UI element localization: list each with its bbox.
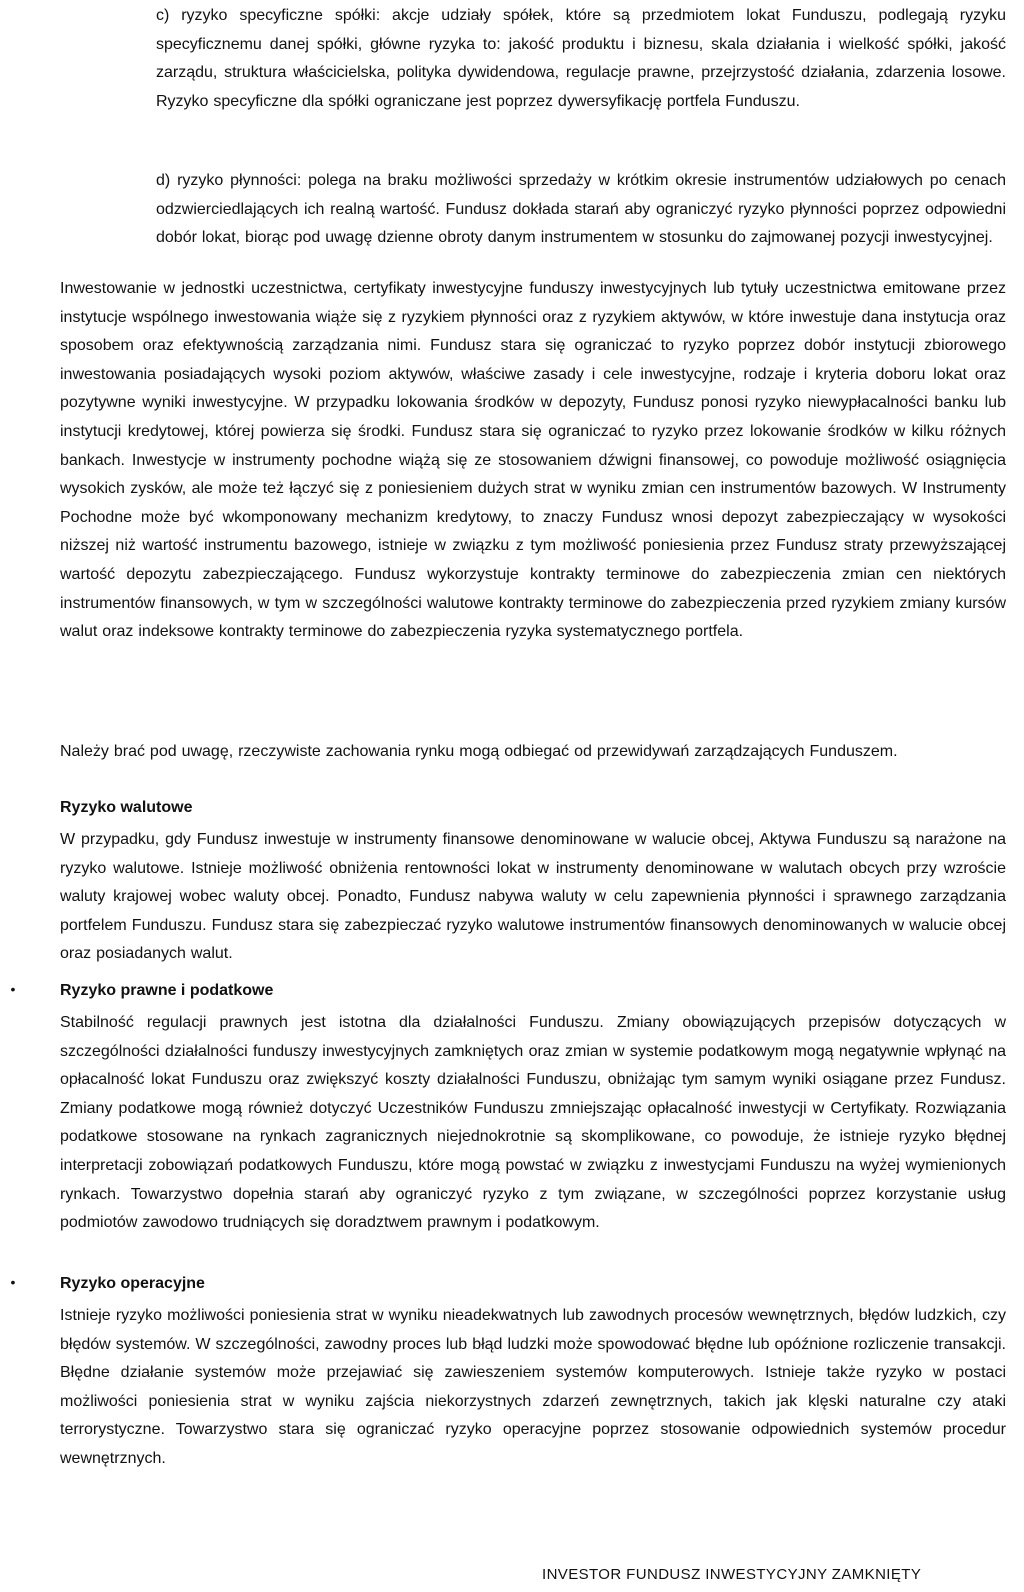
- paragraph-investing-risk: Inwestowanie w jednostki uczestnictwa, certyfikaty inwestycyjne funduszy inwestycyjnych lub tytuły uczestnictwa emitowane przez instytucje wspólnego inwestowania wiąże się z ryzykiem płynności oraz z ryzykiem aktywów, w które inwestuje dana instytucja oraz sposobem oraz efektywnością zarządzania nimi. Fundusz stara się ograniczać to ryzyko poprzez dobór instytucji zbiorowego inwestowania posiadających wysoki poziom aktywów, właściwe zasady i cele inwestycyjne, rodzaje i kryteria doboru lokat oraz pozytywne wyniki inwestycyjne. W przypadku lokowania środków w depozyty, Fundusz ponosi ryzyko niewypłacalności banku lub instytucji kredytowej, której powierza się środki. Fundusz stara się ograniczać to ryzyko przez lokowanie środków w kilku różnych bankach. Inwestycje w instrumenty pochodne wiążą się ze stosowaniem dźwigni finansowej, co powoduje możliwość osiągnięcia wysokich zysków, ale może też łączyć się z poniesieniem dużych strat w wyniku zmian cen instrumentów bazowych. W Instrumenty Pochodne może być wkomponowany mechanizm kredytowy, to znaczy Fundusz wnosi depozyt zabezpieczający w wysokości niższej niż wartość instrumentu bazowego, istnieje w związku z tym możliwość poniesienia przez Fundusz straty przewyższającej wartość depozytu zabezpieczającego. Fundusz wykorzystuje kontrakty terminowe do zabezpieczenia zmian cen niektórych instrumentów finansowych, w tym w szczególności walutowe kontrakty terminowe do zabezpieczenia przed ryzykiem zmiany kursów walut oraz indeksowe kontrakty terminowe do zabezpieczenia ryzyka systematycznego portfela.: [60, 280, 1006, 641]
- bullet-icon: •: [10, 1274, 16, 1290]
- footer-fund-name: INVESTOR FUNDUSZ INWESTYCYJNY ZAMKNIĘTY: [542, 1566, 922, 1583]
- heading-operational-risk: Ryzyko operacyjne: [60, 1275, 205, 1292]
- paragraph-liquidity-risk: d) ryzyko płynności: polega na braku możliwości sprzedaży w krótkim okresie instrumentów udziałowych po cenach odzwierciedlających ich realną wartość. Fundusz dokłada starań aby ograniczyć ryzyko płynności poprzez odpowiedni dobór lokat, biorąc pod uwagę dzienne obroty danym instrumentem w stosunku do zajmowanej pozycji inwestycyjnej.: [156, 172, 1006, 247]
- heading-currency-risk: Ryzyko walutowe: [60, 799, 193, 816]
- paragraph-legal-tax-risk: Stabilność regulacji prawnych jest istotna dla działalności Funduszu. Zmiany obowiązujących przepisów dotyczących w szczególności działalności funduszy inwestycyjnych zamkniętych oraz zmian w systemie podatkowym mogą negatywnie wpłynąć na opłacalność lokat Funduszu oraz zwiększyć koszty działalności Funduszu, obniżając tym samym wyniki osiągane przez Fundusz. Zmiany podatkowe mogą również dotyczyć Uczestników Funduszu zmniejszając opłacalność inwestycji w Certyfikaty. Rozwiązania podatkowe stosowane na rynkach zagranicznych niejednokrotnie są skomplikowane, co powoduje, że istnieje ryzyko błędnej interpretacji zobowiązań podatkowych Funduszu, które mogą powstać w związku z inwestycjami Funduszu na wyżej wymienionych rynkach. Towarzystwo dopełnia starań aby ograniczyć ryzyko z tym związane, w szczególności poprzez korzystanie usług podmiotów zawodowo trudniących się doradztwem prawnym i podatkowym.: [60, 1014, 1006, 1232]
- heading-legal-tax-risk: Ryzyko prawne i podatkowe: [60, 982, 274, 999]
- paragraph-company-specific-risk: c) ryzyko specyficzne spółki: akcje udziały spółek, które są przedmiotem lokat Funduszu, podlegają ryzyku specyficznemu danej spółki, główne ryzyka to: jakość produktu i biznesu, skala działania i wielkość spółki, jakość zarządu, struktura właścicielska, polityka dywidendowa, regulacje prawne, przejrzystość działania, zdarzenia losowe. Ryzyko specyficzne dla spółki ograniczane jest poprzez dywersyfikację portfela Funduszu.: [156, 7, 1006, 110]
- paragraph-operational-risk: Istnieje ryzyko możliwości poniesienia strat w wyniku nieadekwatnych lub zawodnych procesów wewnętrznych, błędów ludzkich, czy błędów systemów. W szczególności, zawodny proces lub błąd ludzki może spowodować błędne lub opóźnione rozliczenie transakcji. Błędne działanie systemów może przejawiać się zawieszeniem systemów komputerowych. Istnieje także ryzyko w postaci możliwości poniesienia strat w wyniku zajścia niekorzystnych zdarzeń zewnętrznych, takich jak klęski naturalne czy ataki terrorystyczne. Towarzystwo stara się ograniczać ryzyko operacyjne poprzez stosowanie odpowiednich systemów procedur wewnętrznych.: [60, 1307, 1006, 1467]
- paragraph-market-behaviour-note: Należy brać pod uwagę, rzeczywiste zachowania rynku mogą odbiegać od przewidywań zarządzających Funduszem.: [60, 743, 898, 760]
- paragraph-currency-risk: W przypadku, gdy Fundusz inwestuje w instrumenty finansowe denominowane w walucie obcej, Aktywa Funduszu są narażone na ryzyko walutowe. Istnieje możliwość obniżenia rentowności lokat w instrumenty denominowane w walutach obcych przy wzroście waluty krajowej wobec waluty obcej. Ponadto, Fundusz nabywa waluty w celu zapewnienia płynności i sprawnego zarządzania portfelem Funduszu. Fundusz stara się zabezpieczać ryzyko walutowe instrumentów finansowych denominowanych w walucie obcej oraz posiadanych walut.: [60, 831, 1006, 963]
- bullet-icon: •: [10, 981, 16, 997]
